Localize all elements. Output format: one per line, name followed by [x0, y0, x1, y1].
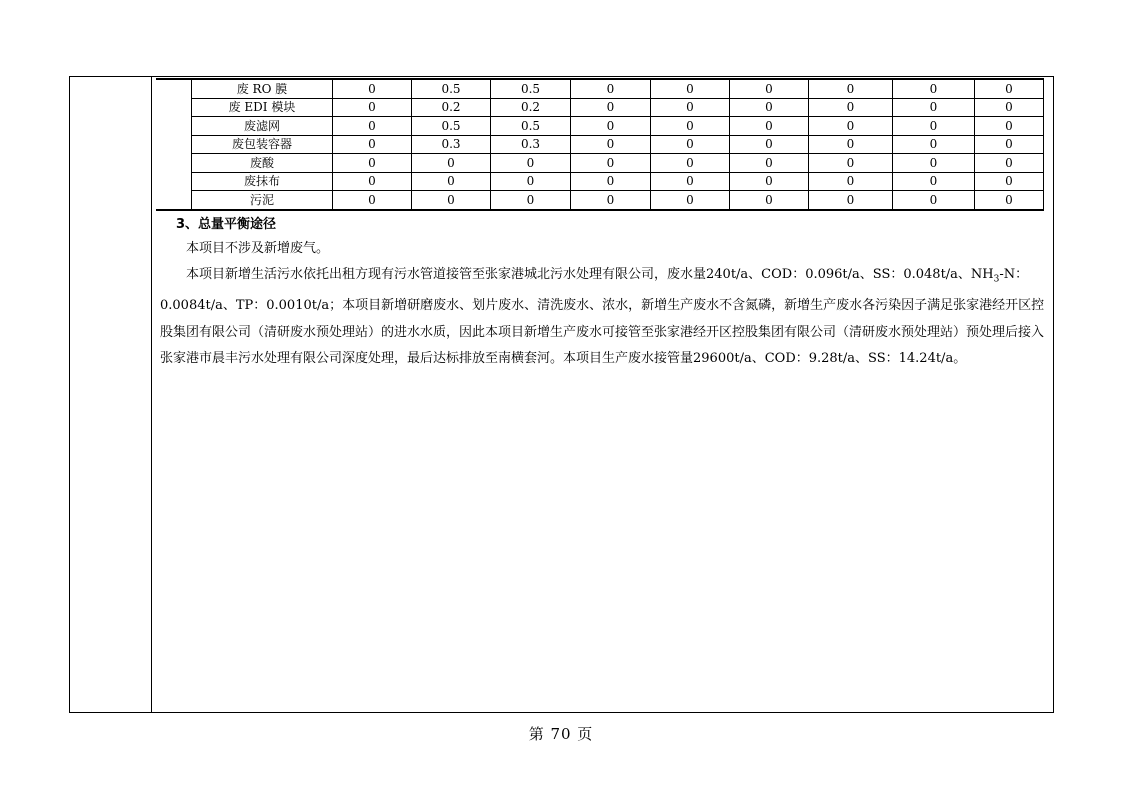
value-cell: 0 — [893, 79, 975, 98]
waste-name-cell: 废酸 — [192, 154, 333, 173]
table-row — [192, 79, 1044, 98]
table-row — [192, 191, 1044, 210]
value-cell: 0 — [651, 135, 730, 154]
value-cell: 0.2 — [412, 98, 491, 117]
value-cell: 0 — [975, 154, 1044, 173]
table-row — [192, 117, 1044, 136]
waste-name-cell: 污泥 — [192, 191, 333, 210]
value-cell: 0 — [333, 117, 412, 136]
value-cell: 0 — [809, 154, 893, 173]
value-cell: 0 — [333, 172, 412, 191]
value-cell: 0 — [412, 172, 491, 191]
value-cell: 0 — [651, 117, 730, 136]
value-cell: 0 — [730, 98, 809, 117]
table-row — [192, 172, 1044, 191]
value-cell: 0 — [571, 191, 651, 210]
waste-name-cell: 废滤网 — [192, 117, 333, 136]
value-cell: 0 — [571, 172, 651, 191]
value-cell: 0.5 — [412, 117, 491, 136]
value-cell: 0.5 — [491, 79, 571, 98]
value-cell: 0 — [412, 191, 491, 210]
value-cell: 0 — [730, 191, 809, 210]
value-cell: 0 — [651, 98, 730, 117]
left-column-divider — [151, 76, 152, 713]
value-cell: 0 — [975, 117, 1044, 136]
value-cell: 0 — [333, 98, 412, 117]
value-cell: 0 — [333, 191, 412, 210]
page-number: 第 70 页 — [528, 725, 594, 743]
value-cell: 0 — [809, 135, 893, 154]
value-cell: 0 — [893, 191, 975, 210]
value-cell: 0 — [333, 79, 412, 98]
value-cell: 0 — [571, 79, 651, 98]
section-heading: 3、总量平衡途径 — [176, 217, 277, 232]
value-cell: 0 — [893, 135, 975, 154]
value-cell: 0.2 — [491, 98, 571, 117]
value-cell: 0.5 — [412, 79, 491, 98]
value-cell: 0 — [975, 191, 1044, 210]
value-cell: 0.3 — [491, 135, 571, 154]
value-cell: 0 — [809, 172, 893, 191]
subscript-3: 3 — [993, 274, 1000, 285]
value-cell: 0 — [730, 117, 809, 136]
value-cell: 0 — [730, 135, 809, 154]
value-cell: 0 — [809, 79, 893, 98]
value-cell: 0.5 — [491, 117, 571, 136]
paragraph-exhaust: 本项目不涉及新增废气。 — [186, 241, 330, 256]
value-cell: 0 — [893, 117, 975, 136]
value-cell: 0 — [491, 154, 571, 173]
value-cell: 0 — [333, 135, 412, 154]
table-left-spacer — [156, 78, 191, 211]
value-cell: 0.3 — [412, 135, 491, 154]
value-cell: 0 — [412, 154, 491, 173]
value-cell: 0 — [571, 117, 651, 136]
paragraph-wastewater — [160, 262, 1048, 373]
value-cell: 0 — [975, 79, 1044, 98]
waste-name-cell: 废抹布 — [192, 172, 333, 191]
value-cell: 0 — [893, 154, 975, 173]
paragraph-wastewater-part2: -N：0.0084t/a、TP：0.0010t/a；本项目新增研磨废水、划片废水、清洗废水、浓水，新增生产废水不含氮磷，新增生产废水各污染因子满足张家港经开区控股集团有限公司（清研废水预处理站）的进水水质，因此本项目新增生产废水可接管至张家港经开区控股集团有限公司（清研废水预处理站）预处理后接入张家港市晨丰污水处理有限公司深度处理，最后达标排放至南横套河。本项目生产废水接管量29600t/a、COD：9.28t/a、SS：14.24t/a。 — [160, 267, 1045, 367]
value-cell: 0 — [975, 98, 1044, 117]
value-cell: 0 — [651, 79, 730, 98]
value-cell: 0 — [571, 98, 651, 117]
value-cell: 0 — [333, 154, 412, 173]
paragraph-wastewater-part1: 本项目新增生活污水依托出租方现有污水管道接管至张家港城北污水处理有限公司，废水量240t/a、COD：0.096t/a、SS：0.048t/a、NH — [186, 267, 994, 282]
table-row — [192, 154, 1044, 173]
waste-name-cell: 废包装容器 — [192, 135, 333, 154]
value-cell: 0 — [571, 135, 651, 154]
value-cell: 0 — [809, 191, 893, 210]
value-cell: 0 — [730, 79, 809, 98]
value-cell: 0 — [730, 154, 809, 173]
value-cell: 0 — [975, 135, 1044, 154]
value-cell: 0 — [571, 154, 651, 173]
value-cell: 0 — [893, 98, 975, 117]
solid-waste-table — [191, 78, 1044, 211]
value-cell: 0 — [651, 191, 730, 210]
value-cell: 0 — [730, 172, 809, 191]
table-row — [192, 98, 1044, 117]
value-cell: 0 — [491, 191, 571, 210]
value-cell: 0 — [809, 117, 893, 136]
value-cell: 0 — [651, 154, 730, 173]
value-cell: 0 — [809, 98, 893, 117]
table-row — [192, 135, 1044, 154]
value-cell: 0 — [491, 172, 571, 191]
value-cell: 0 — [975, 172, 1044, 191]
value-cell: 0 — [893, 172, 975, 191]
waste-name-cell: 废 RO 膜 — [192, 79, 333, 98]
waste-name-cell: 废 EDI 模块 — [192, 98, 333, 117]
value-cell: 0 — [651, 172, 730, 191]
